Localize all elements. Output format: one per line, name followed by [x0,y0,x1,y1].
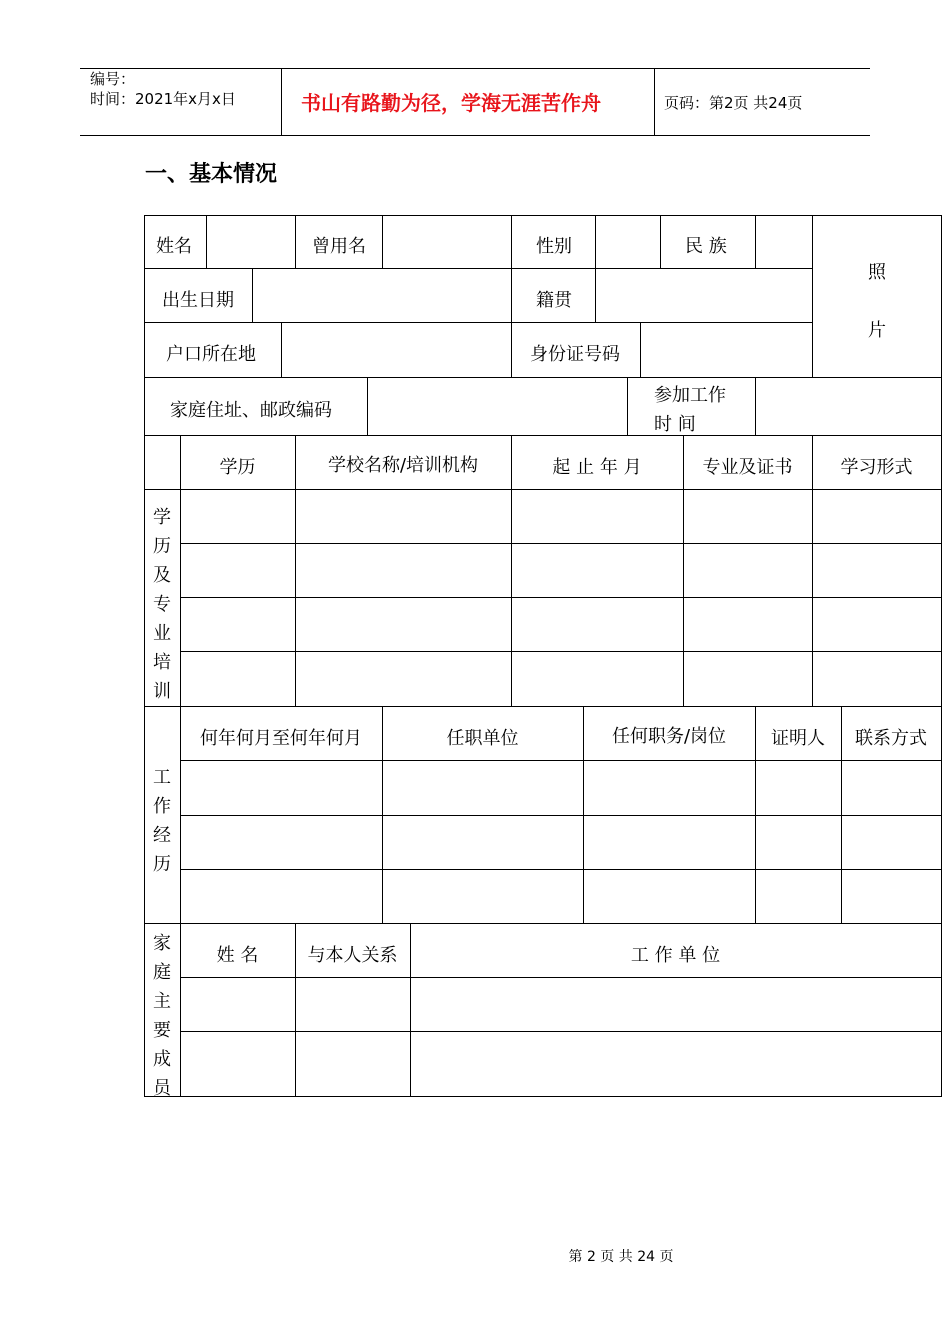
label-work-start-1: 参加工作 [654,385,726,406]
edu-header-mode: 学习形式 [840,457,913,478]
form-rule [367,377,368,435]
form-rule [180,760,942,761]
label-work-start-2: 时 间 [654,414,696,435]
form-rule [144,322,813,323]
family-header-name: 姓 名 [216,945,259,966]
form-rule [144,489,942,490]
form-rule [180,869,942,870]
form-rule [640,322,641,377]
label-birth-date: 出生日期 [162,290,234,311]
label-hukou: 户口所在地 [166,344,256,365]
form-rule [144,706,942,707]
form-border-left [144,215,145,1097]
header-divider-2 [654,68,655,136]
form-rule [144,268,813,269]
label-address: 家庭住址、邮政编码 [170,400,332,421]
label-former-name: 曾用名 [312,236,366,257]
form-rule [627,377,628,435]
section-title: 一、基本情况 [145,162,278,187]
form-rule [511,215,512,377]
work-section-label: 工作经历 [153,767,171,875]
header-page-label: 页码：第2页 共24页 [664,94,803,112]
header-motto: 书山有路勤为径，学海无涯苦作舟 [301,91,601,115]
form-rule [812,215,813,377]
edu-header-school: 学校名称/培训机构 [327,455,479,476]
edu-header-period: 起 止 年 月 [552,457,642,478]
family-section-label: 家庭主要成员 [153,933,171,1099]
work-header-employer: 任职单位 [446,728,519,749]
label-photo-2: 片 [868,320,886,341]
header-bottom-rule [80,135,870,136]
page-footer: 第 2 页 共 24 页 [568,1249,674,1265]
work-header-period: 何年何月至何年何月 [200,728,362,749]
form-rule [180,815,942,816]
label-id-number: 身份证号码 [530,344,620,365]
work-header-contact: 联系方式 [855,728,927,749]
label-photo-1: 照 [868,262,886,283]
form-rule [144,377,942,378]
family-header-relation: 与本人关系 [307,945,398,966]
label-name: 姓名 [156,236,192,257]
form-border-bottom [144,1096,942,1097]
form-rule [144,923,942,924]
document-date-label: 时间：2021年x月x日 [90,90,236,108]
edu-header-degree: 学历 [219,457,256,478]
label-ethnicity: 民 族 [685,236,727,257]
form-border-right [941,215,942,1097]
label-native-place: 籍贯 [536,290,572,311]
form-rule [252,268,253,322]
form-rule [755,215,756,268]
form-border-top [144,215,942,216]
form-rule [660,215,661,268]
header-divider-1 [281,68,282,136]
form-rule [281,322,282,377]
form-rule [595,215,596,322]
form-rule [295,215,296,268]
form-rule [382,215,383,268]
edu-section-label: 学历及专业培训 [153,507,171,702]
work-header-position: 任何职务/岗位 [611,726,727,747]
label-gender: 性别 [536,236,572,257]
family-header-workplace: 工 作 单 位 [630,945,721,966]
header-top-rule [80,68,870,69]
work-header-reference: 证明人 [771,728,825,749]
document-number-label: 编号： [90,70,136,88]
edu-header-major: 专业及证书 [702,457,793,478]
form-rule [755,377,756,435]
form-rule [144,435,942,436]
form-rule [206,215,207,268]
